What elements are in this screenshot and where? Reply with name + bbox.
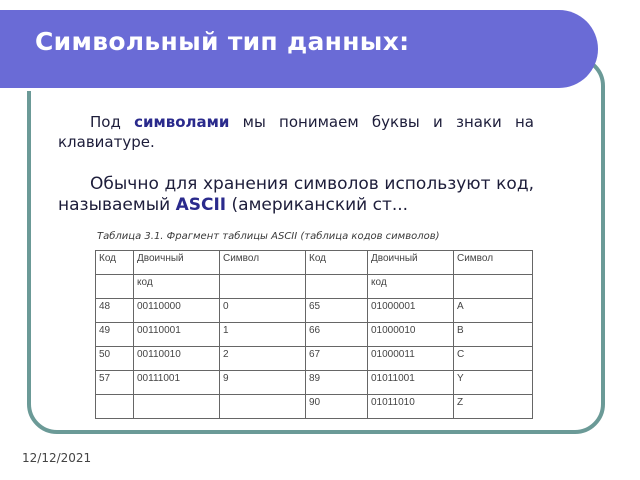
table-cell [134,395,220,419]
paragraph-symbols [58,112,534,152]
table-cell: 57 [96,371,134,395]
table-cell: Z [454,395,533,419]
p2-text-start: Обычно для хранения символов используют код, называемый [58,174,534,215]
table-cell: 0 [220,299,306,323]
slide-date: 12/12/2021 [22,451,92,465]
table-cell: Y [454,371,533,395]
table-cell: 66 [306,323,368,347]
p2-highlight: ASCII [175,195,227,215]
table-row [96,395,533,419]
paragraph-ascii [58,174,534,216]
table-cell: 89 [306,371,368,395]
table-cell: Двоичный [368,251,454,275]
table-row [96,323,533,347]
p1-highlight: символами [134,113,230,131]
table-cell: 1 [220,323,306,347]
table-cell: C [454,347,533,371]
banner-underline [0,88,566,91]
table-cell: 01000001 [368,299,454,323]
table-cell: 48 [96,299,134,323]
table-row [96,299,533,323]
table-cell: Двоичный [134,251,220,275]
table-cell: 01011001 [368,371,454,395]
table-cell: 01000010 [368,323,454,347]
table-cell: 00111001 [134,371,220,395]
table-cell: код [368,275,454,299]
p1-text-start: Под [90,113,135,131]
table-cell [306,275,368,299]
p2-text-end: (американский ст... [226,195,409,215]
table-row [96,347,533,371]
table-cell: Символ [454,251,533,275]
table-cell: 00110000 [134,299,220,323]
title-banner [0,10,598,88]
slide-title: Символьный тип данных: [35,27,410,56]
table-cell: Символ [220,251,306,275]
table-cell: Код [96,251,134,275]
table-cell [96,395,134,419]
table-cell [96,275,134,299]
table-cell: 49 [96,323,134,347]
p1-text-end: мы понимаем буквы и знаки на клавиатуре. [58,113,534,151]
table-cell: 90 [306,395,368,419]
table-cell: 2 [220,347,306,371]
table-cell: код [134,275,220,299]
table-cell [220,275,306,299]
table-cell: 01000011 [368,347,454,371]
table-cell: 00110010 [134,347,220,371]
table-row [96,275,533,299]
table-cell: 01011010 [368,395,454,419]
table-cell: Код [306,251,368,275]
ascii-table-image [83,228,534,425]
table-caption: Таблица 3.1. Фрагмент таблицы ASCII (таблица кодов символов) [97,231,440,242]
table-cell: 67 [306,347,368,371]
table-row [96,371,533,395]
table-cell: 50 [96,347,134,371]
table-cell: 00110001 [134,323,220,347]
ascii-table [95,250,533,419]
table-cell: A [454,299,533,323]
table-row [96,251,533,275]
table-cell [220,395,306,419]
table-cell: B [454,323,533,347]
table-cell: 9 [220,371,306,395]
table-cell: 65 [306,299,368,323]
table-cell [454,275,533,299]
